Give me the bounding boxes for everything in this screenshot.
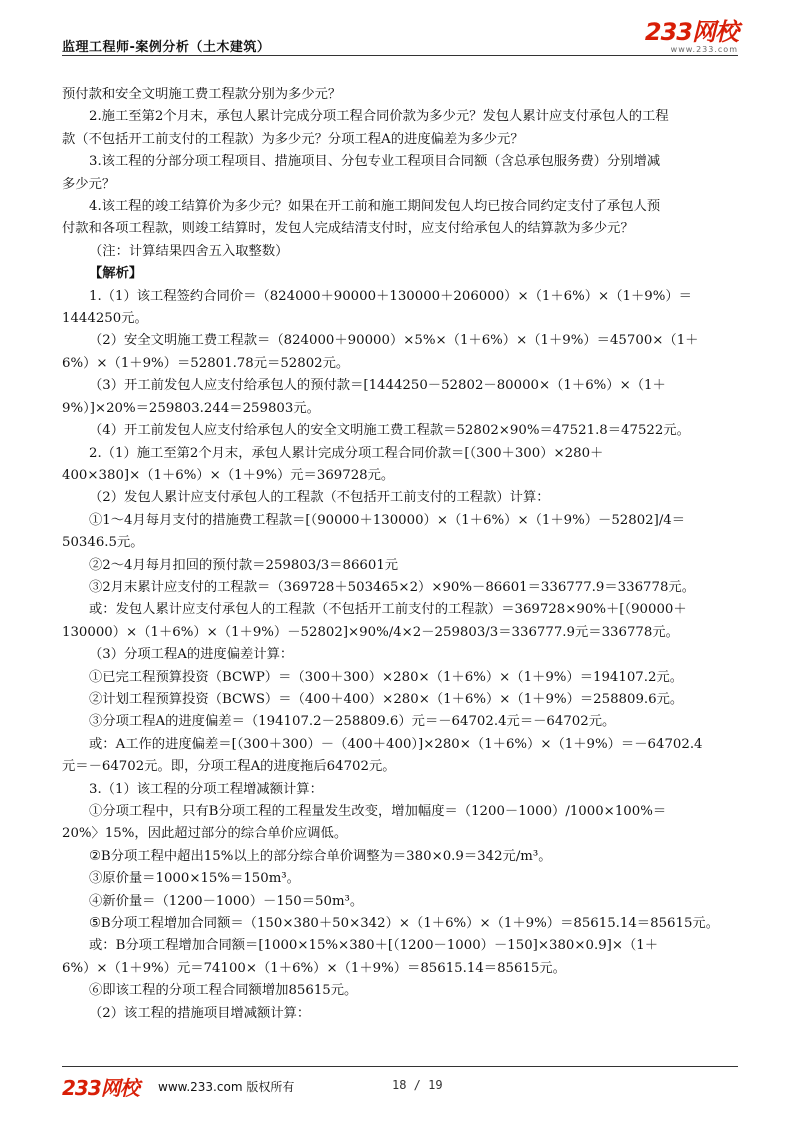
text-line: 款（不包括开工前支付的工程款）为多少元？分项工程A的进度偏差为多少元？ bbox=[62, 131, 524, 147]
text-line: 付款和各项工程款，则竣工结算时，发包人完成结清支付时，应支付给承包人的结算款为多少元？ bbox=[62, 221, 634, 237]
text-line: 50346.5元。 bbox=[62, 535, 144, 551]
text-line: ⑤B分项工程增加合同额＝（150×380＋50×342）×（1＋6%）×（1＋9%）＝85615.14＝85615元。 bbox=[89, 916, 719, 932]
text-line: （2）安全文明施工费工程款＝（824000＋90000）×5%×（1＋6%）×（1＋9%）＝45700×（1＋ bbox=[89, 333, 699, 349]
text-line: 400×380]×（1＋6%）×（1＋9%）元＝369728元。 bbox=[62, 467, 395, 483]
text-line: （注：计算结果四舍五入取整数） bbox=[89, 243, 289, 259]
brand-logo bbox=[645, 20, 738, 54]
brand-logo-text: 233网校 bbox=[644, 18, 738, 46]
text-line: 20%〉15%，因此超过部分的综合单价应调低。 bbox=[62, 826, 348, 842]
text-line: 2.（1）施工至第2个月末，承包人累计完成分项工程合同价款＝[（300＋300）×280＋ bbox=[89, 445, 604, 461]
text-line: 4.该工程的竣工结算价为多少元？如果在开工前和施工期间发包人均已按合同约定支付了承包人预 bbox=[89, 199, 661, 215]
text-line: ②B分项工程中超出15%以上的部分综合单价调整为＝380×0.9＝342元/m³。 bbox=[89, 848, 552, 864]
text-line: 9%）]×20%＝259803.244＝259803元。 bbox=[62, 400, 320, 416]
text-line: （2）该工程的措施项目增减额计算： bbox=[89, 1005, 311, 1021]
text-line: 130000）×（1＋6%）×（1＋9%）－52802]×90%/4×2－259803/3＝336777.9元＝336778元。 bbox=[62, 624, 679, 640]
text-line: （3）开工前发包人应支付给承包人的预付款＝[1444250－52802－80000×（1＋6%）×（1＋ bbox=[89, 378, 666, 394]
text-line: （4）开工前发包人应支付给承包人的安全文明施工费工程款＝52802×90%＝47521.8＝47522元。 bbox=[89, 423, 690, 439]
document-body bbox=[62, 84, 738, 1025]
text-line: （2）发包人累计应支付承包人的工程款（不包括开工前支付的工程款）计算： bbox=[89, 490, 550, 506]
footer-copyright: www.233.com 版权所有 bbox=[158, 1080, 295, 1094]
document-title: 监理工程师-案例分析（土木建筑） bbox=[62, 40, 271, 55]
text-line: 6%）×（1＋9%）＝52801.78元＝52802元。 bbox=[62, 355, 350, 371]
text-line: ③分项工程A的进度偏差＝（194107.2－258809.6）元＝－64702.4元＝－64702元。 bbox=[89, 714, 616, 730]
page-footer bbox=[62, 1072, 738, 1100]
brand-logo-url: www.233.com bbox=[670, 45, 738, 54]
text-line: （3）分项工程A的进度偏差计算： bbox=[89, 647, 294, 663]
text-line: 2.施工至第2个月末，承包人累计完成分项工程合同价款为多少元？发包人累计应支付承包人的工程 bbox=[89, 109, 669, 125]
text-line: ①1～4月每月支付的措施费工程款＝[（90000＋130000）×（1＋6%）×（1＋9%）－52802]/4＝ bbox=[89, 512, 686, 528]
text-line: 多少元？ bbox=[62, 176, 116, 192]
text-line: 【解析】 bbox=[89, 266, 143, 282]
page-header bbox=[62, 20, 738, 56]
text-line: 1444250元。 bbox=[62, 311, 148, 327]
text-line: ①分项工程中，只有B分项工程的工程量发生改变，增加幅度＝（1200－1000）/1000×100%＝ bbox=[89, 804, 667, 819]
text-line: 或：B分项工程增加合同额＝[1000×15%×380＋[（1200－1000）－150]×380×0.9]×（1＋ bbox=[89, 938, 659, 954]
text-line: 或：A工作的进度偏差＝[（300＋300）－（400＋400）]×280×（1＋6%）×（1＋9%）＝－64702.4 bbox=[89, 736, 703, 752]
text-line: ③原价量＝1000×15%＝150m³。 bbox=[89, 871, 300, 887]
text-line: 预付款和安全文明施工费工程款分别为多少元？ bbox=[62, 87, 342, 102]
text-line: ③2月末累计应支付的工程款＝（369728＋503465×2）×90%－86601＝336777.9＝336778元。 bbox=[89, 579, 696, 595]
text-line: ②计划工程预算投资（BCWS）＝（400＋400）×280×（1＋6%）×（1＋9%）＝258809.6元。 bbox=[89, 691, 684, 707]
text-line: ⑥即该工程的分项工程合同额增加85615元。 bbox=[89, 983, 358, 999]
footer-logo: 233网校 bbox=[62, 1076, 139, 1100]
text-line: ②2～4月每月扣回的预付款＝259803/3＝86601元 bbox=[89, 557, 399, 573]
text-line: 3.（1）该工程的分项工程增减额计算： bbox=[89, 781, 323, 797]
footer-divider bbox=[62, 1066, 738, 1067]
text-line: 或：发包人累计应支付承包人的工程款（不包括开工前支付的工程款）＝369728×90%＋[（90000＋ bbox=[89, 602, 687, 618]
text-line: 6%）×（1＋9%）元＝74100×（1＋6%）×（1＋9%）＝85615.14＝85615元。 bbox=[62, 960, 566, 976]
header-divider bbox=[62, 55, 738, 56]
text-line: 1.（1）该工程签约合同价＝（824000＋90000＋130000＋206000）×（1＋6%）×（1＋9%）＝ bbox=[89, 288, 692, 304]
text-line: ④新价量＝（1200－1000）－150＝50m³。 bbox=[89, 893, 364, 909]
page-number: 18 / 19 bbox=[392, 1078, 443, 1092]
text-line: 3.该工程的分部分项工程项目、措施项目、分包专业工程项目合同额（含总承包服务费）分别增减 bbox=[89, 154, 661, 170]
text-line: ①已完工程预算投资（BCWP）＝（300＋300）×280×（1＋6%）×（1＋9%）＝194107.2元。 bbox=[89, 669, 684, 685]
text-line: 元＝－64702元。即，分项工程A的进度拖后64702元。 bbox=[62, 759, 396, 775]
